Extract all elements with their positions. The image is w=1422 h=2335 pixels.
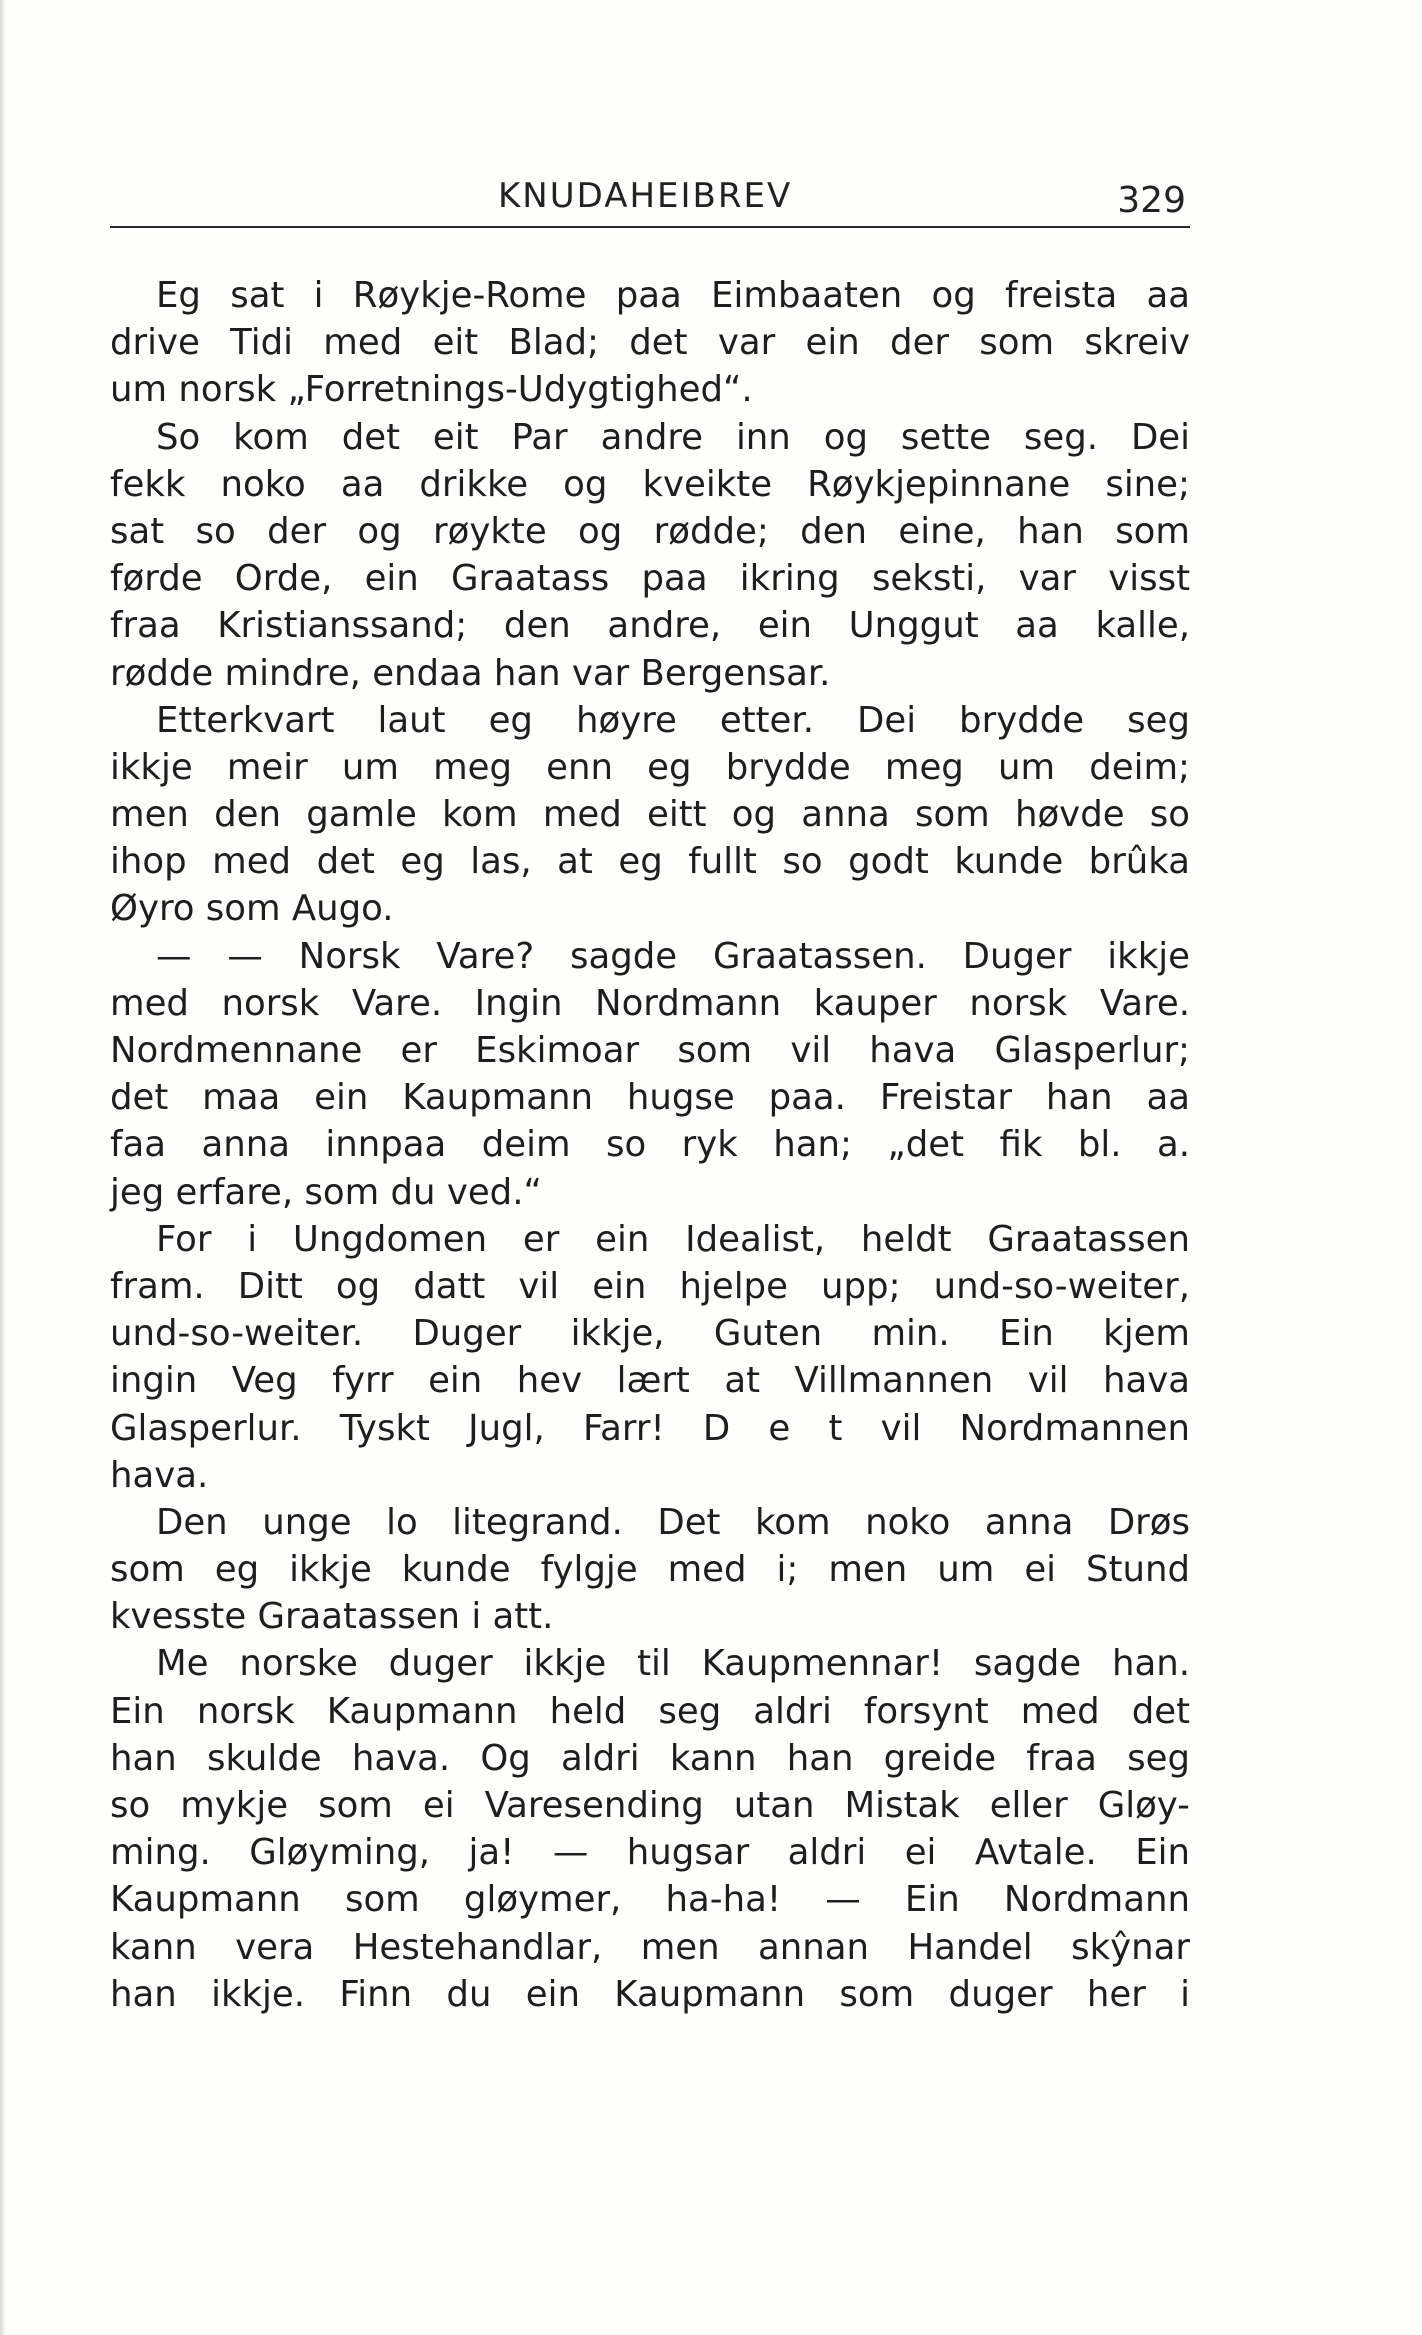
text-line: Øyro som Augo.: [110, 888, 394, 930]
text-line: faa anna innpaa deim so ryk han; „det fik bl. a.: [110, 1124, 1190, 1166]
text-line: Etterkvart laut eg høyre etter. Dei brydde seg: [156, 699, 1190, 741]
text-line: ingin Veg fyrr ein hev lært at Villmannen vil hava: [110, 1360, 1190, 1402]
text-line: So kom det eit Par andre inn og sette seg. Dei: [156, 416, 1190, 458]
text-line: drive Tidi med eit Blad; det var ein der som skreiv: [110, 322, 1190, 364]
text-line: han skulde hava. Og aldri kann han greide fraa seg: [110, 1737, 1190, 1779]
text-line: fekk noko aa drikke og kveikte Røykjepinnane sine;: [110, 463, 1190, 505]
text-line: For i Ungdomen er ein Idealist, heldt Graatassen: [156, 1218, 1190, 1260]
text-line: Kaupmann som gløymer, ha-ha! — Ein Nordmann: [110, 1879, 1190, 1921]
page-edge-shadow: [0, 0, 6, 2335]
text-line: Eg sat i Røykje-Rome paa Eimbaaten og freista aa: [156, 275, 1190, 316]
text-line: um norsk „Forretnings-Udygtighed“.: [110, 369, 753, 411]
text-line: fram. Ditt og datt vil ein hjelpe upp; und-so-weiter,: [110, 1265, 1190, 1307]
text-line: sat so der og røykte og rødde; den eine, han som: [110, 510, 1190, 552]
text-line: som eg ikkje kunde fylgje med i; men um ei Stund: [110, 1549, 1190, 1591]
text-line: ihop med det eg las, at eg fullt so godt kunde brûka: [110, 841, 1190, 883]
text-line: hava.: [110, 1454, 209, 1496]
text-line: kann vera Hestehandlar, men annan Handel skŷnar: [110, 1926, 1190, 1968]
text-line: Nordmennane er Eskimoar som vil hava Glasperlur;: [110, 1030, 1190, 1071]
text-line: med norsk Vare. Ingin Nordmann kauper norsk Vare.: [110, 982, 1190, 1024]
page-header: [110, 170, 1190, 228]
text-line: Den unge lo litegrand. Det kom noko anna Drøs: [156, 1501, 1190, 1543]
text-line: men den gamle kom med eitt og anna som høvde so: [110, 794, 1190, 836]
text-line: det maa ein Kaupmann hugse paa. Freistar han aa: [110, 1077, 1190, 1119]
running-title: KNUDAHEIBREV: [498, 176, 793, 216]
text-line: Ein norsk Kaupmann held seg aldri forsynt med det: [110, 1690, 1190, 1732]
text-line: ikkje meir um meg enn eg brydde meg um deim;: [110, 746, 1190, 788]
text-line: jeg erfare, som du ved.“: [110, 1171, 542, 1213]
text-line: Glasperlur. Tyskt Jugl, Farr! D e t vil Nordmannen: [110, 1407, 1190, 1449]
text-line: ming. Gløyming, ja! — hugsar aldri ei Avtale. Ein: [110, 1832, 1190, 1874]
text-line: førde Orde, ein Graatass paa ikring seksti, var visst: [110, 558, 1190, 600]
page-number: 329: [1117, 180, 1186, 221]
text-line: fraa Kristianssand; den andre, ein Unggut aa kalle,: [110, 605, 1190, 647]
text-line: so mykje som ei Varesending utan Mistak eller Gløy-: [110, 1785, 1190, 1826]
text-line: han ikkje. Finn du ein Kaupmann som duger her i: [110, 1973, 1190, 2015]
text-line: — — Norsk Vare? sagde Graatassen. Duger ikkje: [156, 935, 1190, 977]
text-line: kvesste Graatassen i att.: [110, 1596, 554, 1638]
text-line: rødde mindre, endaa han var Bergensar.: [110, 652, 831, 694]
text-line: und-so-weiter. Duger ikkje, Guten min. Ein kjem: [110, 1313, 1190, 1355]
text-line: Me norske duger ikkje til Kaupmennar! sagde han.: [156, 1643, 1190, 1685]
body-text: [110, 272, 1190, 2018]
